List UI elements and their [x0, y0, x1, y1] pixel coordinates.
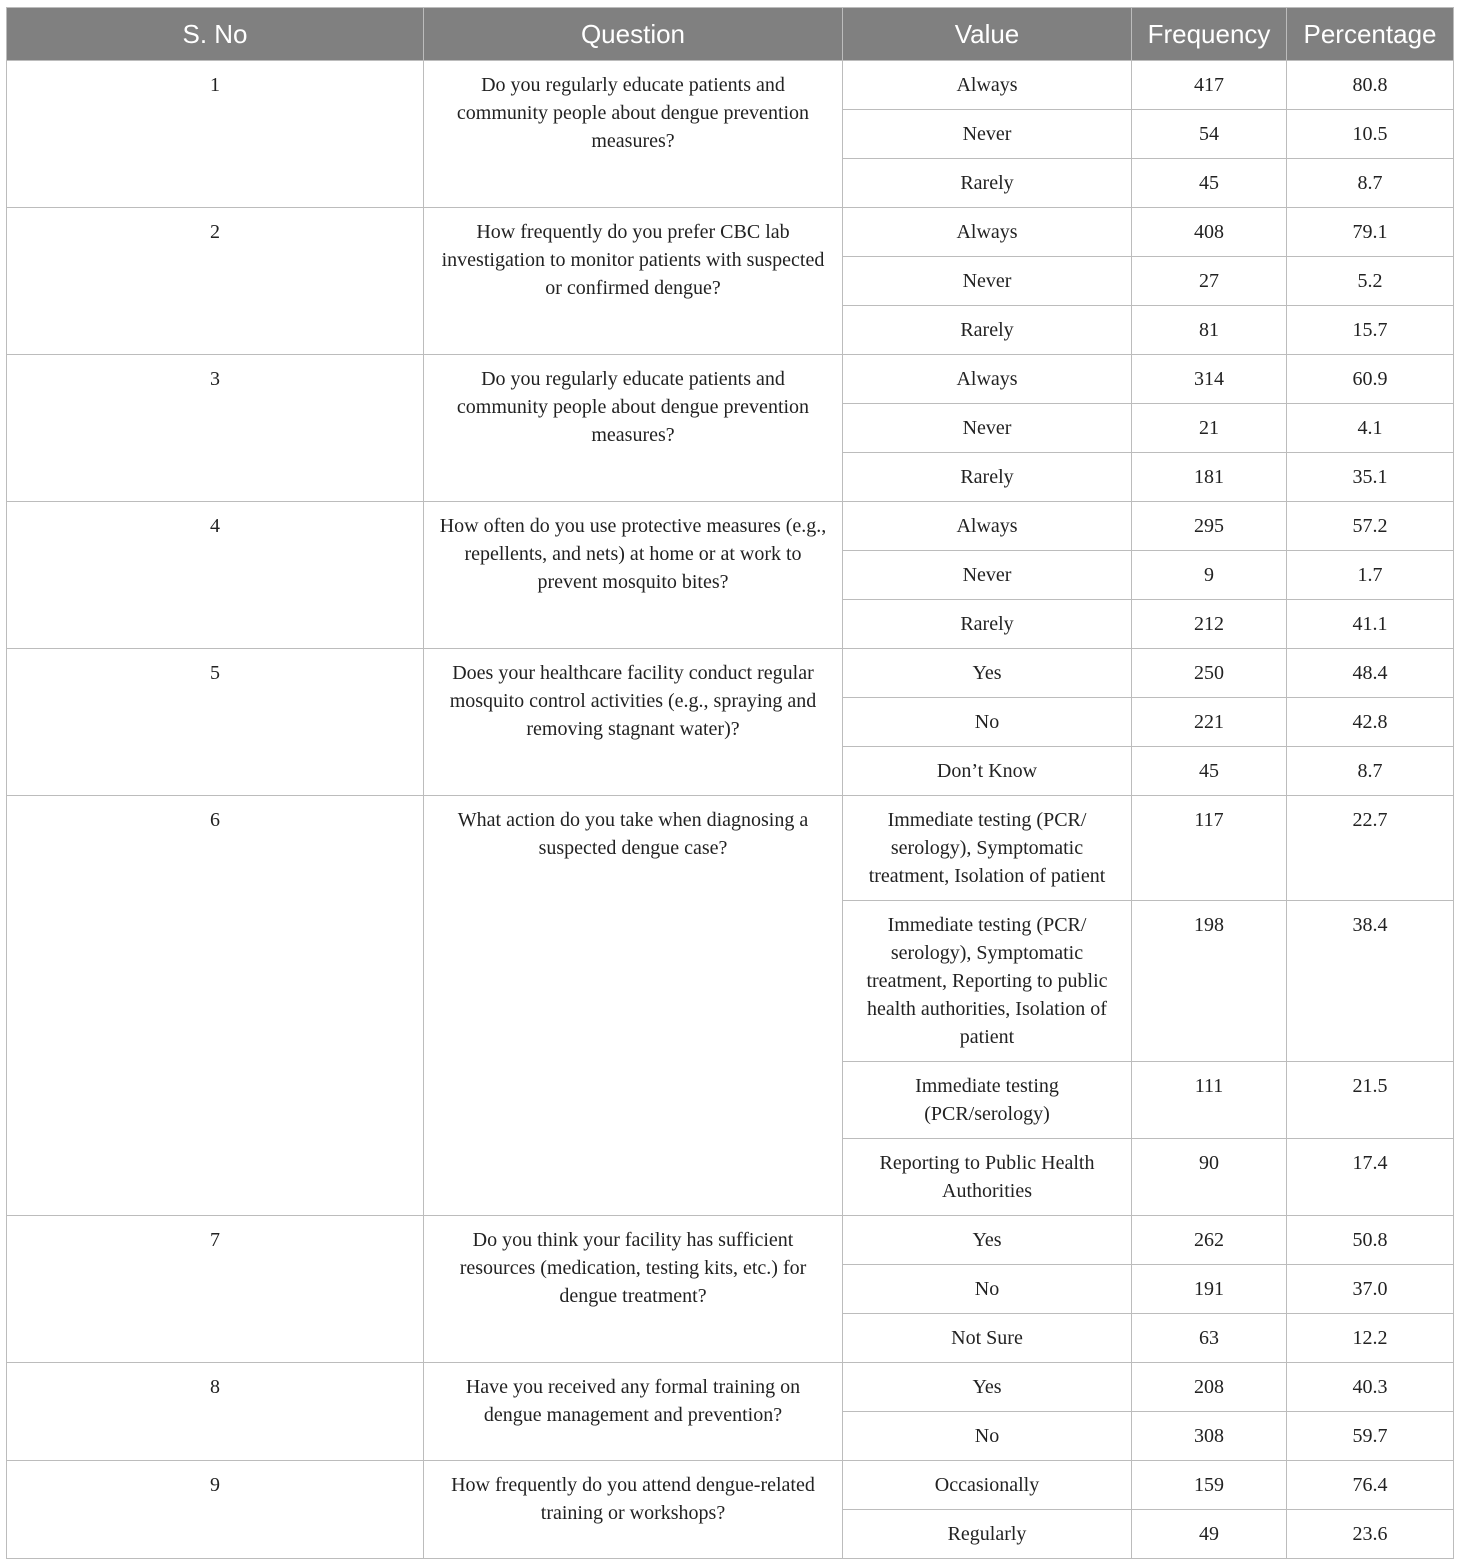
value-cell: Yes — [843, 1216, 1132, 1265]
percentage-cell: 37.0 — [1287, 1265, 1454, 1314]
value-cell: Not Sure — [843, 1314, 1132, 1363]
frequency-cell: 45 — [1132, 747, 1287, 796]
value-cell: Don’t Know — [843, 747, 1132, 796]
frequency-cell: 117 — [1132, 796, 1287, 901]
frequency-cell: 81 — [1132, 306, 1287, 355]
frequency-cell: 27 — [1132, 257, 1287, 306]
table-row — [7, 355, 1454, 404]
table-row — [7, 502, 1454, 551]
frequency-cell: 9 — [1132, 551, 1287, 600]
question-cell: How frequently do you attend dengue-related training or workshops? — [424, 1461, 843, 1559]
value-cell: Always — [843, 61, 1132, 110]
header-value: Value — [843, 8, 1132, 61]
frequency-cell: 111 — [1132, 1062, 1287, 1139]
question-cell: Do you regularly educate patients and community people about dengue prevention measures? — [424, 355, 843, 502]
value-cell: Always — [843, 355, 1132, 404]
percentage-cell: 60.9 — [1287, 355, 1454, 404]
serial-number-cell: 7 — [7, 1216, 424, 1363]
question-cell: Does your healthcare facility conduct regular mosquito control activities (e.g., spraying and removing stagnant water)? — [424, 649, 843, 796]
frequency-cell: 417 — [1132, 61, 1287, 110]
frequency-cell: 181 — [1132, 453, 1287, 502]
frequency-cell: 198 — [1132, 901, 1287, 1062]
header-question: Question — [424, 8, 843, 61]
percentage-cell: 35.1 — [1287, 453, 1454, 502]
percentage-cell: 22.7 — [1287, 796, 1454, 901]
percentage-cell: 1.7 — [1287, 551, 1454, 600]
frequency-cell: 262 — [1132, 1216, 1287, 1265]
value-cell: No — [843, 698, 1132, 747]
percentage-cell: 57.2 — [1287, 502, 1454, 551]
value-cell: Yes — [843, 649, 1132, 698]
table-row — [7, 1363, 1454, 1412]
frequency-cell: 54 — [1132, 110, 1287, 159]
percentage-cell: 48.4 — [1287, 649, 1454, 698]
percentage-cell: 17.4 — [1287, 1139, 1454, 1216]
table-row — [7, 1461, 1454, 1510]
serial-number-cell: 5 — [7, 649, 424, 796]
value-cell: Immediate testing (PCR/serology) — [843, 1062, 1132, 1139]
value-cell: Immediate testing (PCR/ serology), Symptomatic treatment, Reporting to public health authorities, Isolation of patient — [843, 901, 1132, 1062]
table-row — [7, 796, 1454, 901]
percentage-cell: 76.4 — [1287, 1461, 1454, 1510]
percentage-cell: 42.8 — [1287, 698, 1454, 747]
percentage-cell: 79.1 — [1287, 208, 1454, 257]
frequency-cell: 159 — [1132, 1461, 1287, 1510]
question-cell: How often do you use protective measures (e.g., repellents, and nets) at home or at work to prevent mosquito bites? — [424, 502, 843, 649]
frequency-cell: 208 — [1132, 1363, 1287, 1412]
question-cell: What action do you take when diagnosing a suspected dengue case? — [424, 796, 843, 1216]
value-cell: Rarely — [843, 600, 1132, 649]
percentage-cell: 40.3 — [1287, 1363, 1454, 1412]
percentage-cell: 4.1 — [1287, 404, 1454, 453]
frequency-cell: 90 — [1132, 1139, 1287, 1216]
header-frequency: Frequency — [1132, 8, 1287, 61]
value-cell: Never — [843, 551, 1132, 600]
question-cell: How frequently do you prefer CBC lab investigation to monitor patients with suspected or confirmed dengue? — [424, 208, 843, 355]
value-cell: Rarely — [843, 306, 1132, 355]
frequency-cell: 221 — [1132, 698, 1287, 747]
serial-number-cell: 3 — [7, 355, 424, 502]
table-header-row — [7, 8, 1454, 61]
frequency-cell: 295 — [1132, 502, 1287, 551]
value-cell: Yes — [843, 1363, 1132, 1412]
percentage-cell: 50.8 — [1287, 1216, 1454, 1265]
frequency-cell: 308 — [1132, 1412, 1287, 1461]
serial-number-cell: 6 — [7, 796, 424, 1216]
serial-number-cell: 4 — [7, 502, 424, 649]
serial-number-cell: 1 — [7, 61, 424, 208]
frequency-cell: 250 — [1132, 649, 1287, 698]
percentage-cell: 15.7 — [1287, 306, 1454, 355]
percentage-cell: 12.2 — [1287, 1314, 1454, 1363]
frequency-cell: 191 — [1132, 1265, 1287, 1314]
percentage-cell: 10.5 — [1287, 110, 1454, 159]
percentage-cell: 80.8 — [1287, 61, 1454, 110]
percentage-cell: 21.5 — [1287, 1062, 1454, 1139]
value-cell: No — [843, 1265, 1132, 1314]
frequency-cell: 21 — [1132, 404, 1287, 453]
frequency-cell: 63 — [1132, 1314, 1287, 1363]
frequency-cell: 49 — [1132, 1510, 1287, 1559]
value-cell: Never — [843, 110, 1132, 159]
value-cell: Rarely — [843, 159, 1132, 208]
percentage-cell: 38.4 — [1287, 901, 1454, 1062]
value-cell: Never — [843, 257, 1132, 306]
frequency-cell: 45 — [1132, 159, 1287, 208]
percentage-cell: 59.7 — [1287, 1412, 1454, 1461]
value-cell: No — [843, 1412, 1132, 1461]
value-cell: Reporting to Public Health Authorities — [843, 1139, 1132, 1216]
value-cell: Immediate testing (PCR/ serology), Symptomatic treatment, Isolation of patient — [843, 796, 1132, 901]
percentage-cell: 8.7 — [1287, 159, 1454, 208]
percentage-cell: 8.7 — [1287, 747, 1454, 796]
question-cell: Do you regularly educate patients and community people about dengue prevention measures? — [424, 61, 843, 208]
percentage-cell: 23.6 — [1287, 1510, 1454, 1559]
header-percentage: Percentage — [1287, 8, 1454, 61]
survey-results-table — [6, 7, 1454, 1559]
percentage-cell: 5.2 — [1287, 257, 1454, 306]
serial-number-cell: 2 — [7, 208, 424, 355]
value-cell: Always — [843, 208, 1132, 257]
serial-number-cell: 9 — [7, 1461, 424, 1559]
value-cell: Always — [843, 502, 1132, 551]
header-sno: S. No — [7, 8, 424, 61]
frequency-cell: 212 — [1132, 600, 1287, 649]
frequency-cell: 408 — [1132, 208, 1287, 257]
percentage-cell: 41.1 — [1287, 600, 1454, 649]
table-row — [7, 1216, 1454, 1265]
question-cell: Have you received any formal training on dengue management and prevention? — [424, 1363, 843, 1461]
table-row — [7, 208, 1454, 257]
frequency-cell: 314 — [1132, 355, 1287, 404]
value-cell: Occasionally — [843, 1461, 1132, 1510]
serial-number-cell: 8 — [7, 1363, 424, 1461]
table-row — [7, 649, 1454, 698]
table-body — [7, 61, 1454, 1559]
question-cell: Do you think your facility has sufficient resources (medication, testing kits, etc.) for dengue treatment? — [424, 1216, 843, 1363]
value-cell: Never — [843, 404, 1132, 453]
value-cell: Regularly — [843, 1510, 1132, 1559]
value-cell: Rarely — [843, 453, 1132, 502]
table-row — [7, 61, 1454, 110]
